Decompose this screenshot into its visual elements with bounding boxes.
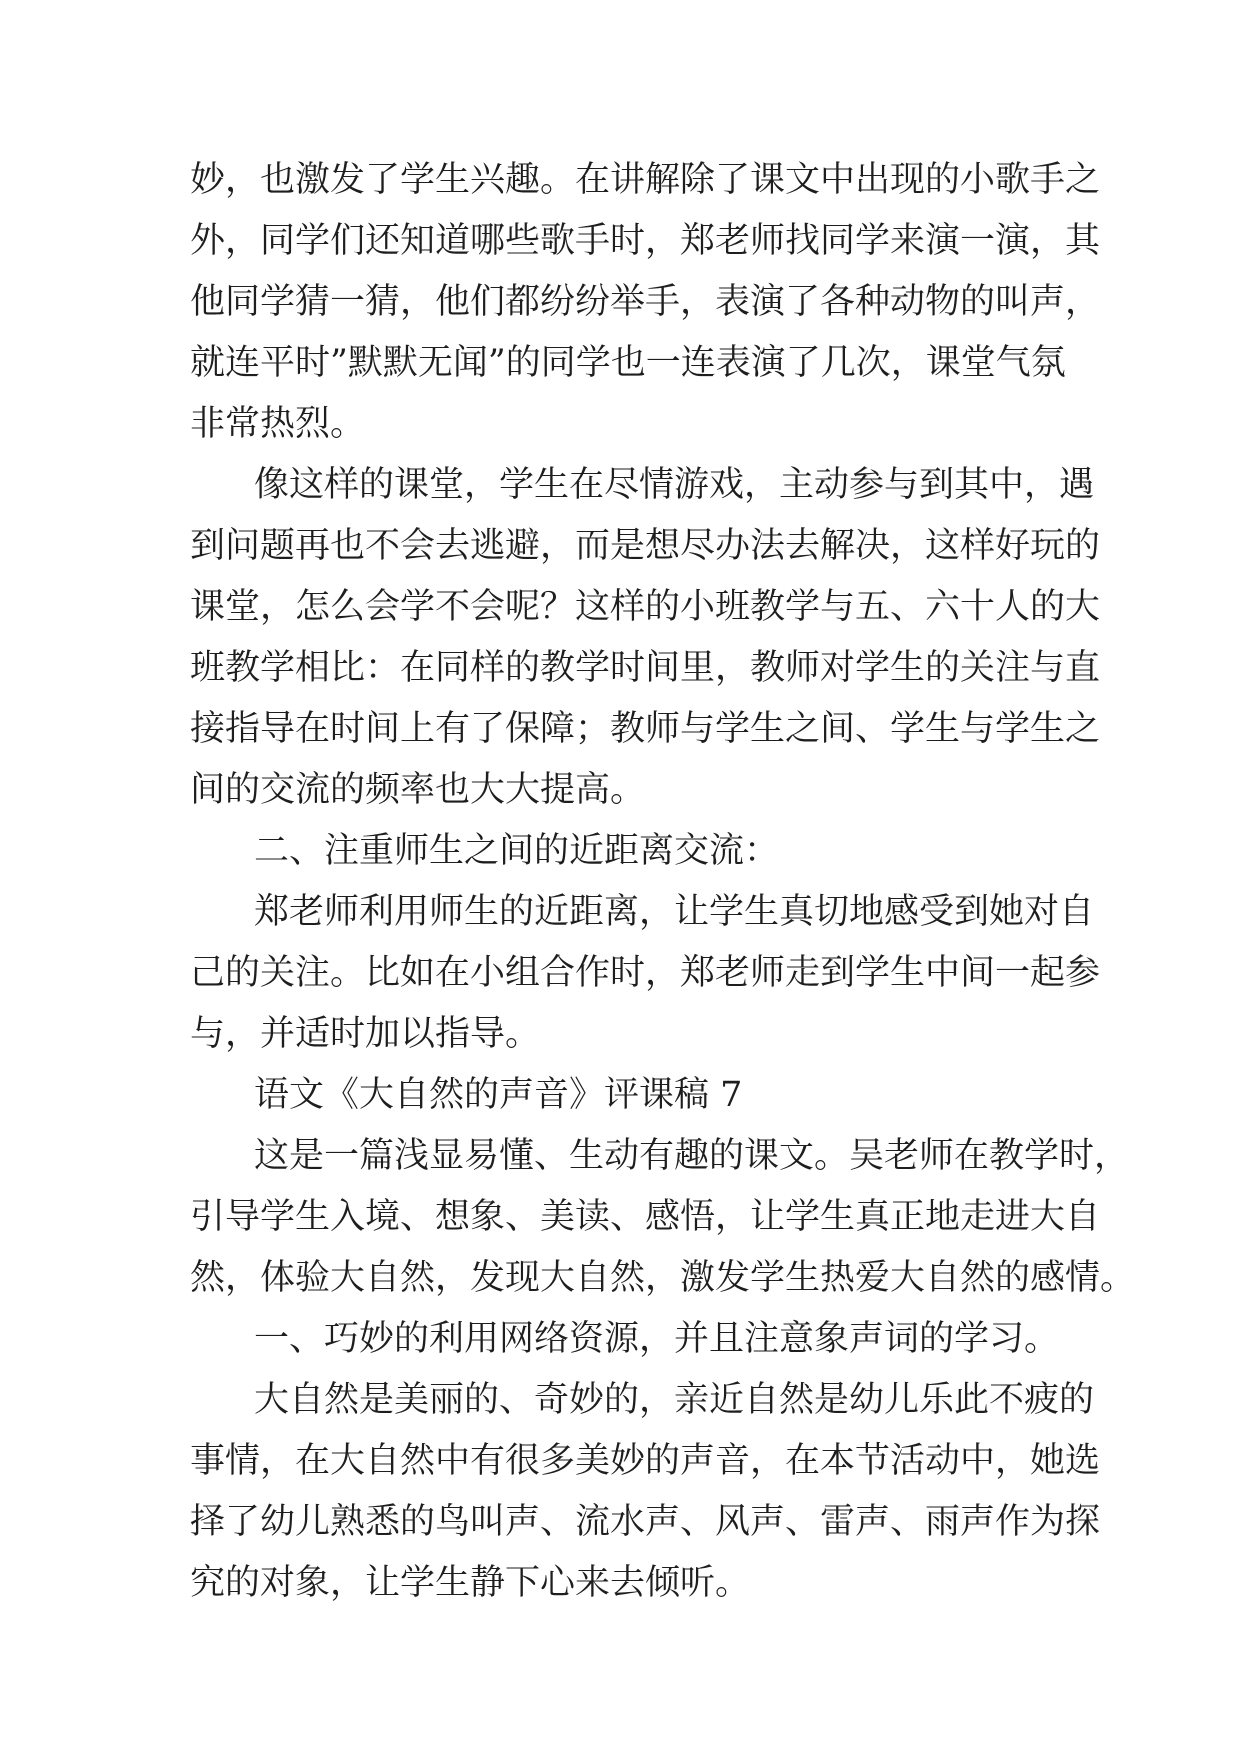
text-line: 到问题再也不会去逃避，而是想尽办法去解决，这样好玩的 <box>190 526 1101 566</box>
text-line: 外，同学们还知道哪些歌手时，郑老师找同学来演一演，其 <box>190 221 1101 261</box>
text-line: 这是一篇浅显易懂、生动有趣的课文。吴老师在教学时， <box>254 1136 1130 1176</box>
section-heading: 二、注重师生之间的近距离交流： <box>254 831 780 871</box>
text-line: 妙，也激发了学生兴趣。在讲解除了课文中出现的小歌手之 <box>190 160 1101 200</box>
text-line: 课堂，怎么会学不会呢？这样的小班教学与五、六十人的大 <box>190 587 1101 627</box>
text-line: 究的对象，让学生静下心来去倾听。 <box>190 1563 751 1603</box>
text-line: 大自然是美丽的、奇妙的，亲近自然是幼儿乐此不疲的 <box>254 1380 1095 1420</box>
text-line: 接指导在时间上有了保障；教师与学生之间、学生与学生之 <box>190 709 1101 749</box>
article-title: 语文《大自然的声音》评课稿 7 <box>254 1075 743 1115</box>
text-line: 事情，在大自然中有很多美妙的声音，在本节活动中，她选 <box>190 1441 1101 1481</box>
text-line: 就连平时”默默无闻”的同学也一连表演了几次，课堂气氛 <box>190 343 1066 383</box>
text-line: 郑老师利用师生的近距离，让学生真切地感受到她对自 <box>254 892 1095 932</box>
section-heading: 一、巧妙的利用网络资源，并且注意象声词的学习。 <box>254 1319 1060 1359</box>
text-line: 班教学相比：在同样的教学时间里，教师对学生的关注与直 <box>190 648 1101 688</box>
text-line: 己的关注。比如在小组合作时，郑老师走到学生中间一起参 <box>190 953 1101 993</box>
text-line: 非常热烈。 <box>190 404 366 444</box>
text-line: 与，并适时加以指导。 <box>190 1014 541 1054</box>
text-line: 然，体验大自然，发现大自然，激发学生热爱大自然的感情。 <box>190 1258 1136 1298</box>
text-line: 像这样的课堂，学生在尽情游戏，主动参与到其中，遇 <box>254 465 1095 505</box>
text-line: 择了幼儿熟悉的鸟叫声、流水声、风声、雷声、雨声作为探 <box>190 1502 1101 1542</box>
text-line: 引导学生入境、想象、美读、感悟，让学生真正地走进大自 <box>190 1197 1101 1237</box>
text-line: 他同学猜一猜，他们都纷纷举手，表演了各种动物的叫声， <box>190 282 1101 322</box>
text-line: 间的交流的频率也大大提高。 <box>190 770 646 810</box>
